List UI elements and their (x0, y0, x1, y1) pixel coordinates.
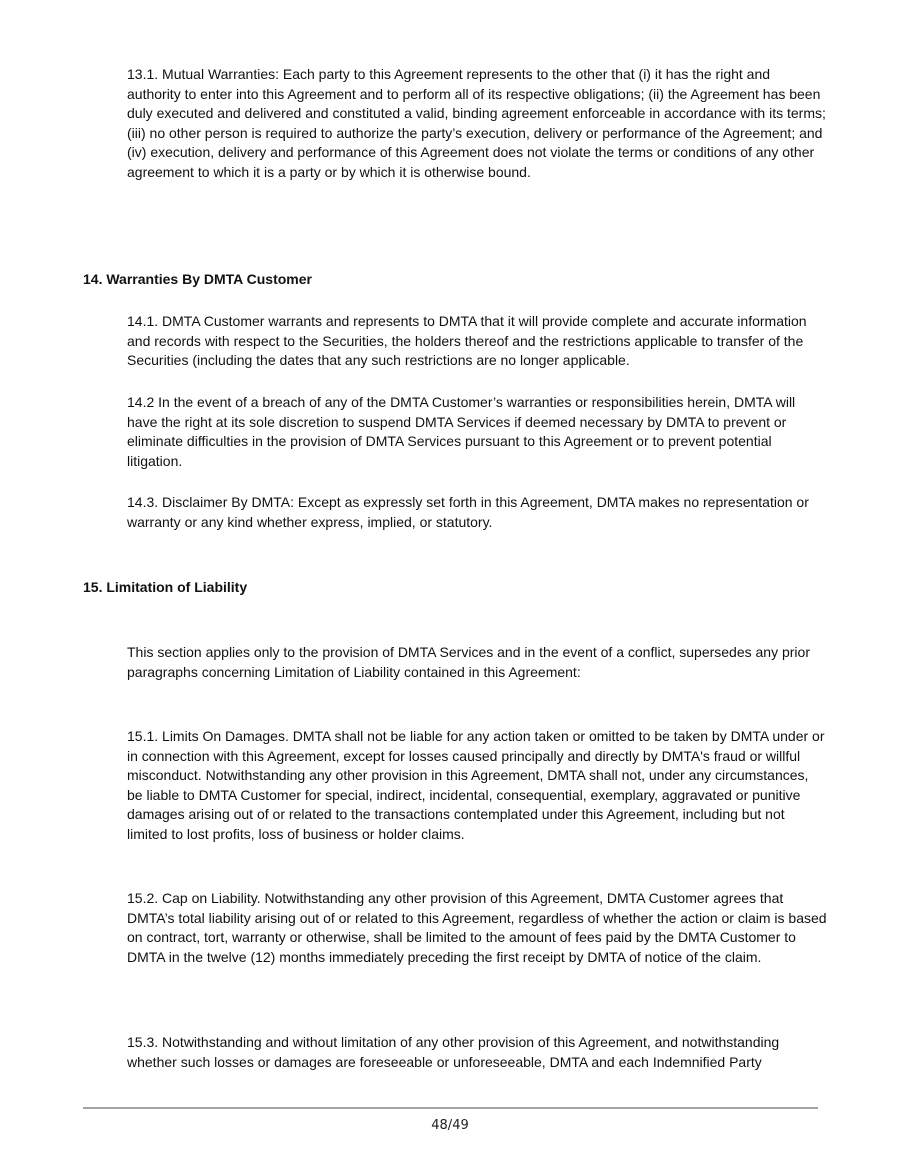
paragraph-15-3: 15.3. Notwithstanding and without limitation of any other provision of this Agreement, and notwithstanding whether such losses or damages are foreseeable or unforeseeable, DMTA and each Indemnified Party (127, 1034, 780, 1070)
page-number: 48/49 (431, 1118, 469, 1133)
paragraph-15-intro: This section applies only to the provision of DMTA Services and in the event of a conflict, supersedes any prior paragraphs concerning Limitation of Liability contained in this Agreement: (127, 644, 810, 680)
section-heading-15: 15. Limitation of Liability (83, 579, 248, 595)
paragraph-15-1: 15.1. Limits On Damages. DMTA shall not be liable for any action taken or omitted to be taken by DMTA under or in connection with this Agreement, except for losses caused principally and directly by DMTA's fraud or willful misconduct. Notwithstanding any other provision in this Agreement, DMTA shall not, under any circumstances, be liable to DMTA Customer for special, indirect, incidental, consequential, exemplary, aggravated or punitive damages arising out of or related to the transactions contemplated under this Agreement, including but not limited to lost profits, loss of business or holder claims. (127, 728, 825, 842)
paragraph-15-2: 15.2. Cap on Liability. Notwithstanding any other provision of this Agreement, DMTA Customer agrees that DMTA’s total liability arising out of or related to this Agreement, regardless of whether the action or claim is based on contract, tort, warranty or otherwise, shall be limited to the amount of fees paid by the DMTA Customer to DMTA in the twelve (12) months immediately preceding the first receipt by DMTA of notice of the claim. (127, 890, 827, 965)
paragraph-14-3: 14.3. Disclaimer By DMTA: Except as expressly set forth in this Agreement, DMTA makes no representation or warranty or any kind whether express, implied, or statutory. (127, 494, 809, 530)
section-heading-14: 14. Warranties By DMTA Customer (83, 271, 312, 287)
paragraph-14-1: 14.1. DMTA Customer warrants and represents to DMTA that it will provide complete and accurate information and records with respect to the Securities, the holders thereof and the restrictions applicable to transfer of the Securities (including the dates that any such restrictions are no longer applicable. (127, 313, 807, 368)
footer-divider (83, 1107, 818, 1109)
paragraph-14-2: 14.2 In the event of a breach of any of the DMTA Customer’s warranties or responsibilities herein, DMTA will have the right at its sole discretion to suspend DMTA Services if deemed necessary by DMTA to prevent or eliminate difficulties in the provision of DMTA Services pursuant to this Agreement or to prevent potential litigation. (127, 394, 796, 469)
paragraph-13-1: 13.1. Mutual Warranties: Each party to this Agreement represents to the other that (i) it has the right and authority to enter into this Agreement and to perform all of its respective obligations; (ii) the Agreement has been duly executed and delivered and constituted a valid, binding agreement enforceable in accordance with its terms; (iii) no other person is required to authorize the party’s execution, delivery or performance of the Agreement; and (iv) execution, delivery and performance of this Agreement does not violate the terms or conditions of any other agreement to which it is a party or by which it is otherwise bound. (127, 66, 826, 180)
